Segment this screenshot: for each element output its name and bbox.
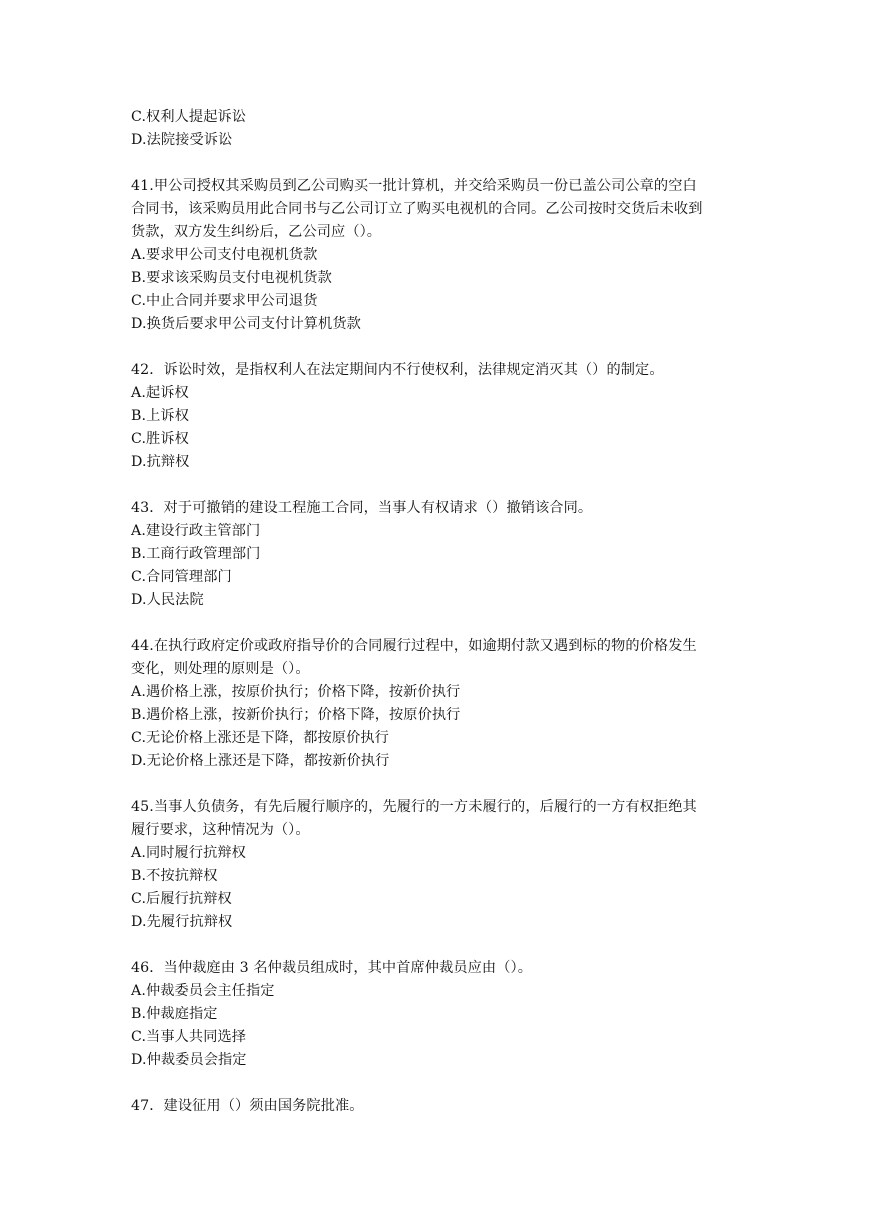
option-line: D.抗辩权 (131, 454, 190, 470)
option-line: C.无论价格上涨还是下降，都按原价执行 (131, 730, 389, 746)
question-46 (131, 957, 751, 1072)
question-stem-line: 46．当仲裁庭由 3 名仲裁员组成时，其中首席仲裁员应由（）。 (131, 960, 532, 976)
option-line: A.遇价格上涨，按原价执行；价格下降，按新价执行 (131, 684, 461, 700)
option-line: B.不按抗辩权 (131, 868, 218, 884)
option-line: A.起诉权 (131, 385, 189, 401)
option-line: C.后履行抗辩权 (131, 891, 232, 907)
question-41 (131, 175, 751, 336)
question-stem-line: 42．诉讼时效，是指权利人在法定期间内不行使权利，法律规定消灭其（）的制定。 (131, 362, 664, 378)
question-stem-line: 41.甲公司授权其采购员到乙公司购买一批计算机，并交给采购员一份已盖公司公章的空白 (131, 178, 697, 194)
option-line: B.工商行政管理部门 (131, 546, 261, 562)
option-line: A.建设行政主管部门 (131, 523, 261, 539)
question-45 (131, 796, 751, 934)
option-line: B.上诉权 (131, 408, 189, 424)
option-line: C.胜诉权 (131, 431, 189, 447)
option-line: A.同时履行抗辩权 (131, 845, 246, 861)
question-stem-line: 47．建设征用（）须由国务院批准。 (131, 1098, 364, 1114)
option-line: D.无论价格上涨还是下降，都按新价执行 (131, 753, 390, 769)
question-stem-line: 变化，则处理的原则是（）。 (131, 661, 310, 677)
option-line: D.换货后要求甲公司支付计算机货款 (131, 316, 361, 332)
option-line: D.人民法院 (131, 592, 204, 608)
question-42 (131, 359, 751, 474)
question-stem-line: 45.当事人负债务，有先后履行顺序的，先履行的一方未履行的，后履行的一方有权拒绝其 (131, 799, 697, 815)
question-43 (131, 497, 751, 612)
question-stem-line: 货款，双方发生纠纷后，乙公司应（）。 (131, 224, 382, 240)
option-line: C.当事人共同选择 (131, 1029, 247, 1045)
question-stem-line: 43．对于可撤销的建设工程施工合同，当事人有权请求（）撤销该合同。 (131, 500, 593, 516)
page-content (131, 106, 751, 1118)
option-line: D.法院接受诉讼 (131, 132, 233, 148)
option-line: C.中止合同并要求甲公司退货 (131, 293, 318, 309)
question-stem-line: 履行要求，这种情况为（）。 (131, 822, 310, 838)
option-line: C.权利人提起诉讼 (131, 109, 247, 125)
option-line: C.合同管理部门 (131, 569, 232, 585)
option-line: A.要求甲公司支付电视机货款 (131, 247, 318, 263)
option-line: A.仲裁委员会主任指定 (131, 983, 275, 999)
option-line: D.仲裁委员会指定 (131, 1052, 247, 1068)
question-stem-line: 44.在执行政府定价或政府指导价的合同履行过程中，如逾期付款又遇到标的物的价格发生 (131, 638, 697, 654)
option-line: B.遇价格上涨，按新价执行；价格下降，按原价执行 (131, 707, 461, 723)
question-44 (131, 635, 751, 773)
option-line: D.先履行抗辩权 (131, 914, 233, 930)
question-47 (131, 1095, 751, 1118)
question-stem-line: 合同书，该采购员用此合同书与乙公司订立了购买电视机的合同。乙公司按时交货后未收到 (131, 201, 703, 217)
option-line: B.仲裁庭指定 (131, 1006, 218, 1022)
leading-options (131, 106, 751, 152)
option-line: B.要求该采购员支付电视机货款 (131, 270, 332, 286)
